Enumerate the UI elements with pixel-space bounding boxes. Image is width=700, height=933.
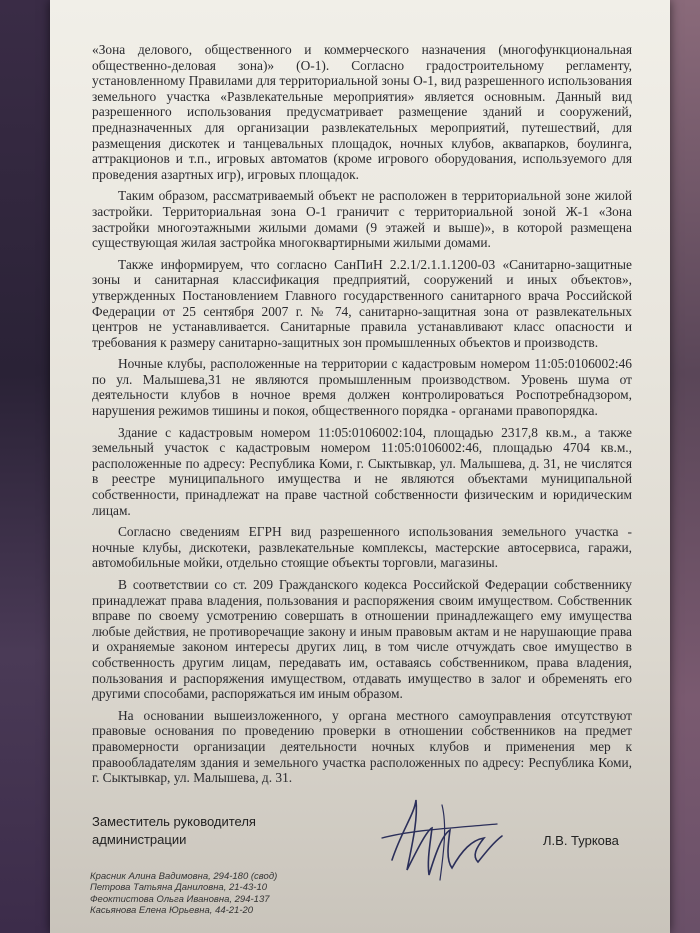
contact-line: Петрова Татьяна Даниловна, 21-43-10 bbox=[90, 882, 268, 894]
executor-contacts bbox=[90, 871, 350, 917]
paragraph-building: Здание с кадастровым номером 11:05:0106002:104, площадью 2317,8 кв.м., а также земельный участок с кадастровым номером 11:05:0106002:46, площадью 4704 кв.м., расположенные по адресу: Республика Коми, г. Сыктывкар, ул. Малышева, д. 31, не числятся в реестре муниципального имущества и не являются объектами муниципальной собственности, принадлежат на праве частной собственности физическим и юридическим лицам. bbox=[92, 424, 632, 518]
document-page bbox=[50, 0, 670, 933]
signature-title-line1: Заместитель руководителя bbox=[92, 814, 256, 829]
paragraph-conclusion-zone: Таким образом, рассматриваемый объект не расположен в территориальной зоне жилой застройки. Территориальная зона О-1 граничит с территориальной зоной Ж-1 «Зона застройки многоэтажными жилыми домами (9 этажей и выше)», в которой размещена существующая жилая застройка многоквартирными жилыми домами. bbox=[92, 188, 632, 251]
paragraph-final: На основании вышеизложенного, у органа местного самоуправления отсутствуют правовые основания по проведению проверки в отношении собственников на предмет правомерности организации деятельности ночных клубов и применения мер к правообладателям здания и земельного участка расположенных по адресу: Республика Коми, г. Сыктывкар, ул. Малышева, д. 31. bbox=[92, 707, 632, 786]
signer-name: Л.В. Туркова bbox=[543, 833, 619, 848]
paragraph-civil-code: В соответствии со ст. 209 Гражданского кодекса Российской Федерации собственнику принадлежат права владения, пользования и распоряжения своим имуществом. Собственник вправе по своему усмотрению совершать в отношении принадлежащего ему имущества любые действия, не противоречащие закону и иным правовым актам и не нарушающие права и охраняемые законом интересы других лиц, в том числе отчуждать свое имущество в собственность другим лицам, передавать им, оставаясь собственником, права владения, пользования и распоряжения имуществом, отдавать имущество в залог и обременять его другими способами, распоряжаться им иным образом. bbox=[92, 577, 632, 702]
contact-line: Красник Алина Вадимовна, 294-180 (свод) bbox=[90, 871, 278, 882]
paragraph-sanpin: Также информируем, что согласно СанПиН 2.2.1/2.1.1.1200-03 «Санитарно-защитные зоны и санитарная классификация предприятий, сооружений и иных объектов», утвержденных Постановлением Главного государственного санитарного врача Российской Федерации от 25 сентября 2007 г. № 74, санитарно-защитная зона от развлекательных центров не устанавливается. Санитарные правила устанавливают класс опасности и требования к размеру санитарно-защитных зон промышленных объектов и производств. bbox=[92, 256, 632, 350]
signature-title-line2: администрации bbox=[92, 832, 187, 847]
paragraph-zone: «Зона делового, общественного и коммерческого назначения (многофункциональная общественно-деловая зона)» (О-1). Согласно градостроительному регламенту, установленному Правилами для территориальной зоны О-1, вид разрешенного использования земельного участка «Развлекательные мероприятия» является основным. Данный вид разрешенного использования предусматривает размещение зданий и сооружений, предназначенных для организации развлекательных мероприятий, путешествий, для размещения дискотек и танцевальных площадок, ночных клубов, аквапарков, боулинга, аттракционов и т.п., игровых автоматов (кроме игрового оборудования, используемого для проведения азартных игр), игровых площадок. bbox=[92, 42, 632, 182]
paragraph-egrn: Согласно сведениям ЕГРН вид разрешенного использования земельного участка - ночные клубы, дискотеки, развлекательные комплексы, мастерские автосервиса, гаражи, автомобильные мойки, отдельно стоящие объекты торговли, магазины. bbox=[92, 524, 632, 571]
contact-line: Касьянова Елена Юрьевна, 44-21-20 bbox=[90, 905, 254, 917]
contact-line: Феоктистова Ольга Ивановна, 294-137 bbox=[90, 893, 270, 905]
document-body bbox=[92, 42, 632, 792]
paragraph-night-clubs: Ночные клубы, расположенные на территории с кадастровым номером 11:05:0106002:46 по ул. Малышева,31 не являются промышленным производством. Уровень шума от деятельности клубов в ночное время должен контролироваться Роспотребнадзором, нарушения режимов тишины и покоя, общественного порядка - органами правопорядка. bbox=[92, 356, 632, 419]
handwritten-signature bbox=[372, 790, 512, 885]
signature-title bbox=[92, 813, 312, 849]
